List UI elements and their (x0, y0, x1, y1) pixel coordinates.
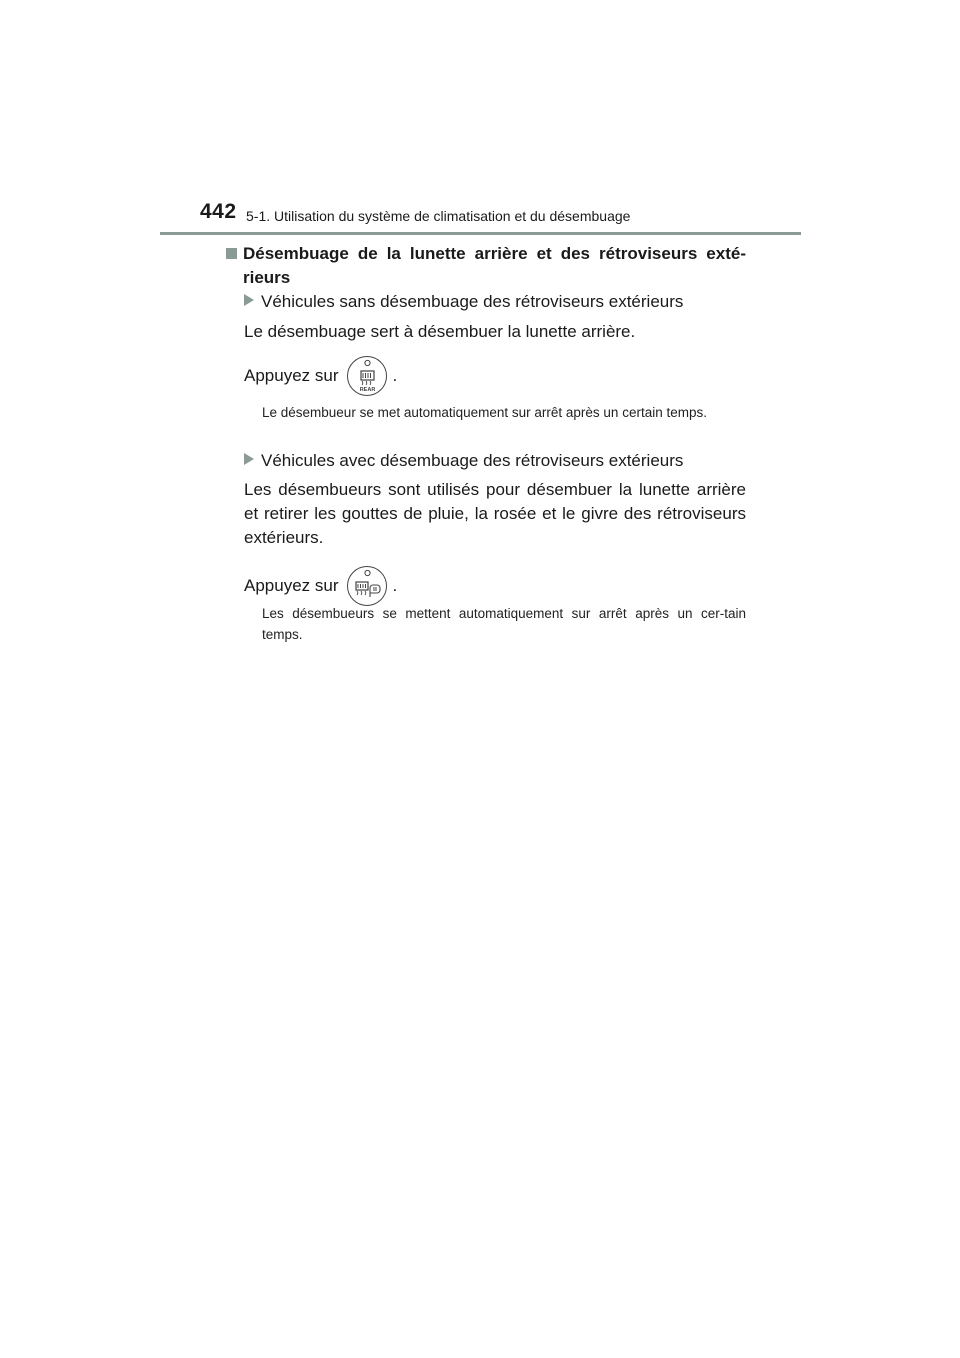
press-suffix: . (392, 366, 398, 385)
variant-b-label-text: Véhicules avec désembuage des rétroviseurs extérieurs (261, 451, 684, 470)
page-number: 442 (200, 200, 237, 223)
subsection-heading-text: Désembuage de la lunette arrière et des rétroviseurs exté-rieurs (243, 244, 746, 287)
rear-defogger-button (347, 356, 387, 396)
rear-and-mirror-defogger-icon (348, 567, 388, 607)
rear-label: REAR (359, 387, 375, 393)
variant-a-instruction (244, 356, 397, 396)
triangle-bullet-icon (244, 294, 254, 306)
rear-and-mirror-defogger-button (347, 566, 387, 606)
variant-b-instruction (244, 566, 397, 606)
variant-b-description: Les désembueurs sont utilisés pour désembuer la lunette arrière et retirer les gouttes de pluie, la rosée et le givre des rétroviseurs extérieurs. (244, 480, 746, 547)
variant-a-label-text: Véhicules sans désembuage des rétroviseurs extérieurs (261, 292, 684, 311)
section-title: 5-1. Utilisation du système de climatisation et du désembuage (246, 208, 631, 224)
subsection-heading (226, 242, 746, 290)
square-bullet-icon (226, 248, 237, 259)
press-prefix: Appuyez sur (244, 576, 339, 595)
press-prefix: Appuyez sur (244, 366, 339, 385)
header-divider (160, 232, 801, 235)
press-suffix: . (392, 576, 398, 595)
rear-defogger-icon (348, 357, 388, 397)
variant-b-label (244, 450, 683, 472)
variant-a-note: Le désembueur se met automatiquement sur arrêt après un certain temps. (262, 405, 707, 420)
triangle-bullet-icon (244, 453, 254, 465)
variant-a-description: Le désembuage sert à désembuer la lunette arrière. (244, 322, 636, 341)
variant-b-note: Les désembueurs se mettent automatiquement sur arrêt après un cer-tain temps. (262, 606, 746, 642)
variant-a-label (244, 291, 683, 313)
